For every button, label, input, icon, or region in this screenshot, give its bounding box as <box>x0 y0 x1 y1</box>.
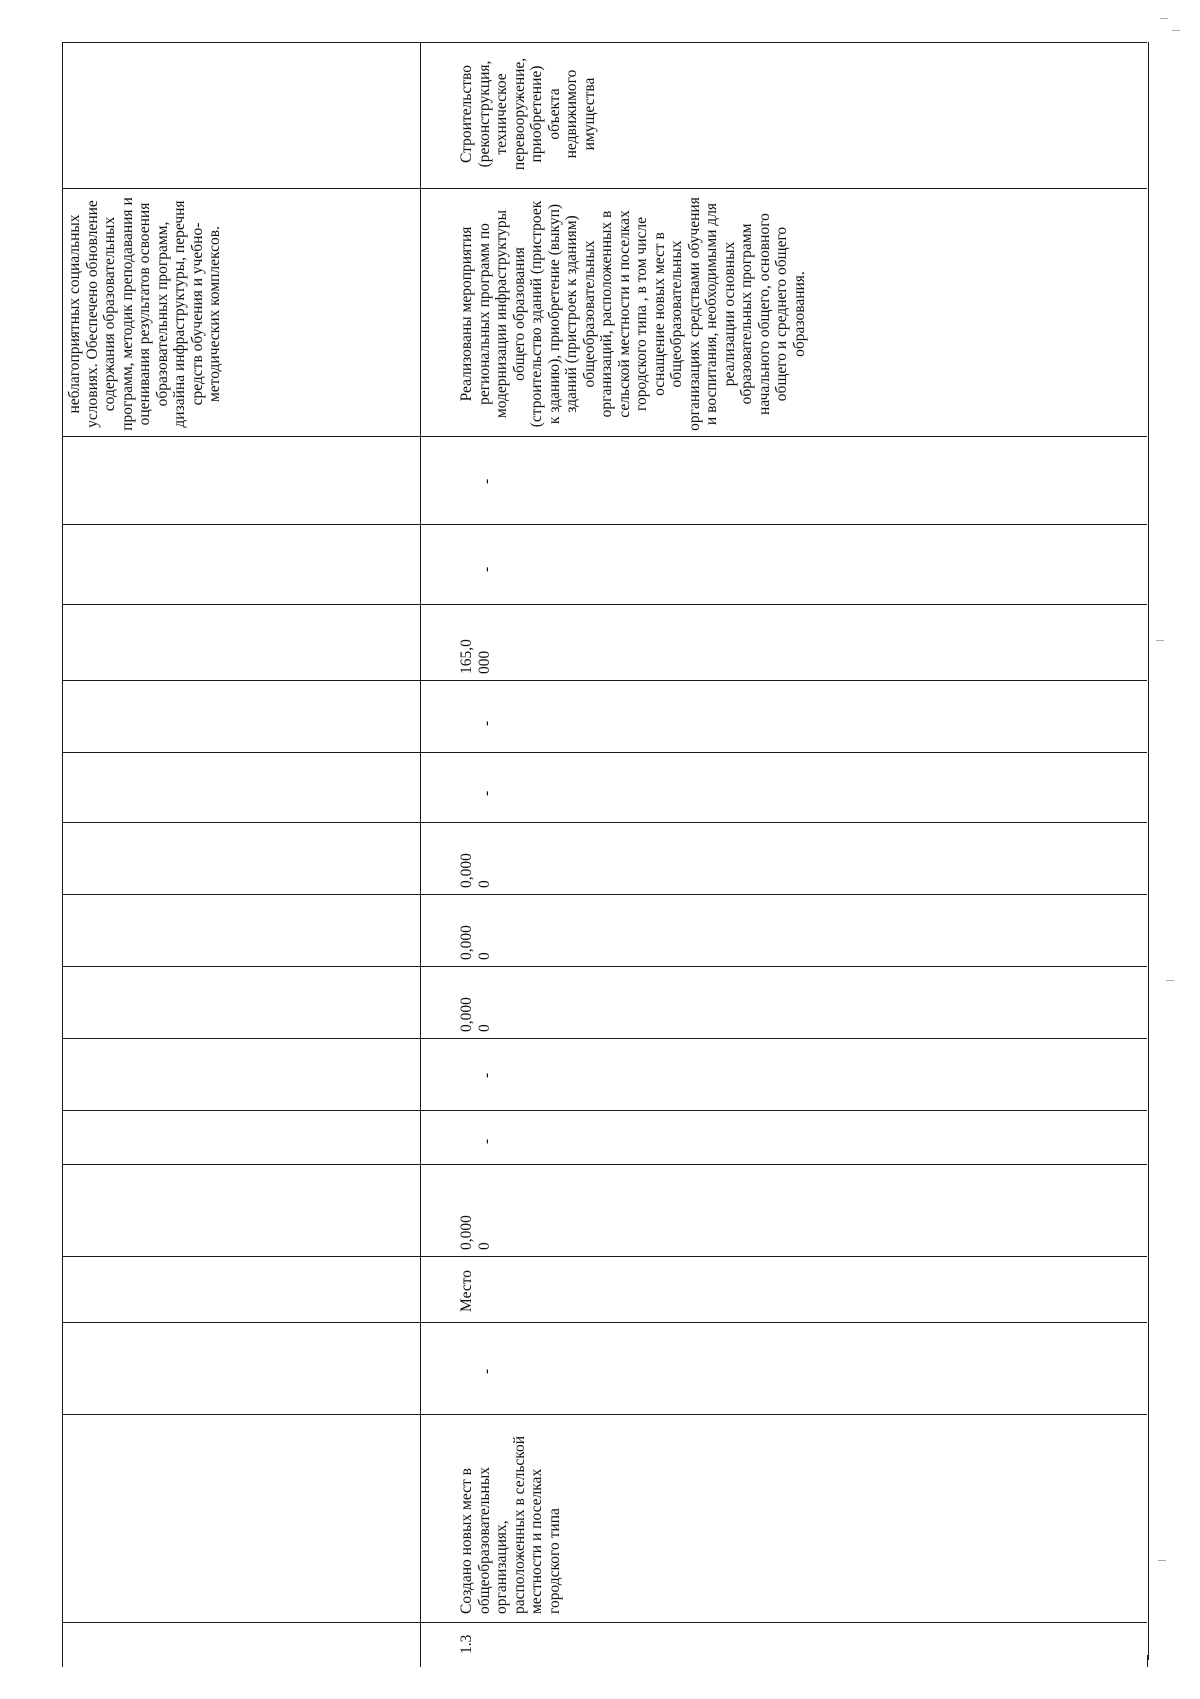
column-separator <box>62 894 1147 895</box>
row-number: 1.3 <box>458 1634 475 1654</box>
upper-row-description: неблагоприятных социальных условиях. Обеспечено обновление содержания образовательных программ, методик преподавания и оценивания результатов освоения образовательных программ, дизайна инфраструктуры, перечня средств обучения и учебно-методических комплексов. <box>66 197 223 431</box>
border-stub <box>1147 1655 1148 1667</box>
column-separator <box>62 1164 1147 1165</box>
unit-cell: Место <box>458 1269 475 1312</box>
cell-dash: - <box>478 1072 495 1078</box>
scan-noise <box>1166 980 1174 981</box>
cell-dash: - <box>478 1368 495 1374</box>
cell-dash: - <box>478 720 495 726</box>
column-separator <box>62 1322 1147 1323</box>
column-separator <box>62 1110 1147 1111</box>
scan-noise <box>1158 1560 1166 1561</box>
column-separator <box>62 524 1147 525</box>
scan-noise <box>1156 640 1164 641</box>
result-type: Строительство (реконструкция, техническое перевооружение, приобретение) объекта недвижимого имущества <box>458 57 598 171</box>
value-cell: 0,000 0 <box>458 1215 493 1250</box>
column-separator <box>62 752 1147 753</box>
scan-noise <box>1160 18 1168 19</box>
border-stub <box>62 1655 63 1667</box>
column-separator <box>62 822 1147 823</box>
column-separator <box>62 966 1147 967</box>
value-cell: 0,000 0 <box>458 925 493 960</box>
border-stub <box>420 1655 421 1667</box>
column-separator <box>62 436 1147 437</box>
column-separator <box>62 1256 1147 1257</box>
value-cell: 0,000 0 <box>458 853 493 888</box>
column-separator <box>62 1038 1147 1039</box>
column-separator <box>62 1622 1147 1623</box>
cell-dash: - <box>478 566 495 572</box>
column-separator <box>62 680 1147 681</box>
cell-dash: - <box>478 790 495 796</box>
value-cell: 0,000 0 <box>458 997 493 1032</box>
column-separator <box>62 1414 1147 1415</box>
cell-dash: - <box>478 1138 495 1144</box>
row-description: Реализованы мероприятия региональных программ по модернизации инфраструктуры общего образования (строительство зданий (пристроек к зданию), приобретение (выкуп) зданий (пристроек к зданиям) общеобразовательных организаций, расположенных в сельской местности и поселках городского типа , в том числе оснащение новых мест в общеобразовательных организациях средствами обучения и воспитания, необходимыми для реализации основных образовательных программ начального общего, основного общего и среднего общего образования. <box>458 197 808 431</box>
column-separator <box>62 188 1147 189</box>
scan-noise <box>1172 30 1180 31</box>
value-cell: 165,0 000 <box>458 639 493 674</box>
cell-dash: - <box>478 478 495 484</box>
column-separator <box>62 604 1147 605</box>
row-name: Создано новых мест в общеобразовательных организациях, расположенных в сельской местности и поселках городского типа <box>458 1435 563 1614</box>
